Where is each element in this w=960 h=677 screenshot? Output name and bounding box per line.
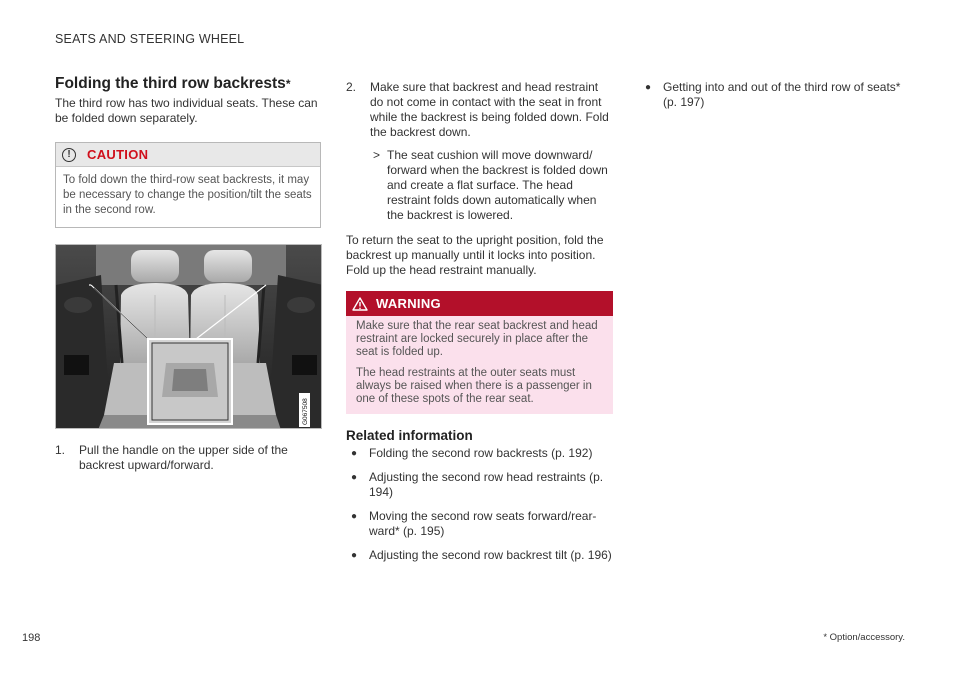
step-text: Pull the handle on the upper side of the backrest upward/forward. xyxy=(79,443,288,472)
related-item[interactable] xyxy=(640,80,905,110)
related-link[interactable]: Moving the second row seats forward/rear-ward* (p. 195) xyxy=(369,509,597,538)
warning-paragraph: The head restraints at the outer seats must always be raised when there is a passenger in one of these spots of the rear seat. xyxy=(356,367,592,405)
related-item[interactable] xyxy=(346,446,613,461)
bullet-icon: ● xyxy=(351,511,358,522)
result-text: The seat cushion will move downward/ forward when the backrest is folded down and create a flat surface. The head restraint folds down automatically when the backrest is lowered. xyxy=(387,148,608,222)
column-left xyxy=(55,74,321,473)
bullet-icon: ● xyxy=(351,448,358,459)
related-link[interactable]: Getting into and out of the third row of seats* (p. 197) xyxy=(663,80,901,109)
warning-header xyxy=(346,291,613,316)
article-title xyxy=(55,74,321,94)
article-title-text: Folding the third row backrests xyxy=(55,75,286,92)
step-1 xyxy=(55,443,321,473)
intro-text: The third row has two individual seats. These can be folded down separately. xyxy=(55,96,318,125)
warning-box xyxy=(346,291,613,414)
related-info-title: Related information xyxy=(346,428,473,443)
bullet-icon: ● xyxy=(645,82,652,93)
related-link[interactable]: Adjusting the second row head restraints (p. 194) xyxy=(369,470,604,499)
option-star: * xyxy=(285,77,291,91)
related-item[interactable] xyxy=(346,509,613,539)
return-paragraph: To return the seat to the upright position, fold the backrest up manually until it locks into position. Fold up the head restraint manually. xyxy=(346,233,604,277)
result-mark: > xyxy=(373,148,381,162)
page-number: 198 xyxy=(22,632,41,644)
image-code: G067508 xyxy=(302,398,309,425)
caution-title: CAUTION xyxy=(87,147,149,162)
footnote: * Option/accessory. xyxy=(823,632,905,643)
related-item[interactable] xyxy=(346,470,613,500)
related-item[interactable] xyxy=(346,548,613,563)
step-2 xyxy=(346,80,613,140)
third-row-seats-photo xyxy=(55,244,322,429)
warning-paragraph: Make sure that the rear seat backrest and head restraint are locked securely in place after the seat is folded up. xyxy=(356,320,598,358)
bullet-icon: ● xyxy=(351,472,358,483)
step-text: Make sure that backrest and head restraint do not come in contact with the seat in front while the backrest is being folded down. Fold the backrest down. xyxy=(370,80,609,139)
related-link[interactable]: Adjusting the second row backrest tilt (p. 196) xyxy=(369,548,612,562)
column-right xyxy=(640,80,905,110)
section-header: SEATS AND STEERING WHEEL xyxy=(55,32,245,46)
column-middle xyxy=(346,80,613,563)
caution-box xyxy=(55,142,321,228)
warning-triangle-icon xyxy=(352,297,368,311)
step-number: 1. xyxy=(55,443,66,457)
step-number: 2. xyxy=(346,80,357,94)
step-2-result xyxy=(346,148,613,223)
warning-title: WARNING xyxy=(376,296,441,311)
caution-body: To fold down the third-row seat backrests, it may be necessary to change the position/tilt the seats in the second row. xyxy=(63,174,312,216)
related-link[interactable]: Folding the second row backrests (p. 192) xyxy=(369,446,593,460)
exclamation-circle-icon: ! xyxy=(62,148,76,162)
caution-header xyxy=(56,143,320,167)
bullet-icon: ● xyxy=(351,550,358,561)
warning-body xyxy=(346,316,613,414)
